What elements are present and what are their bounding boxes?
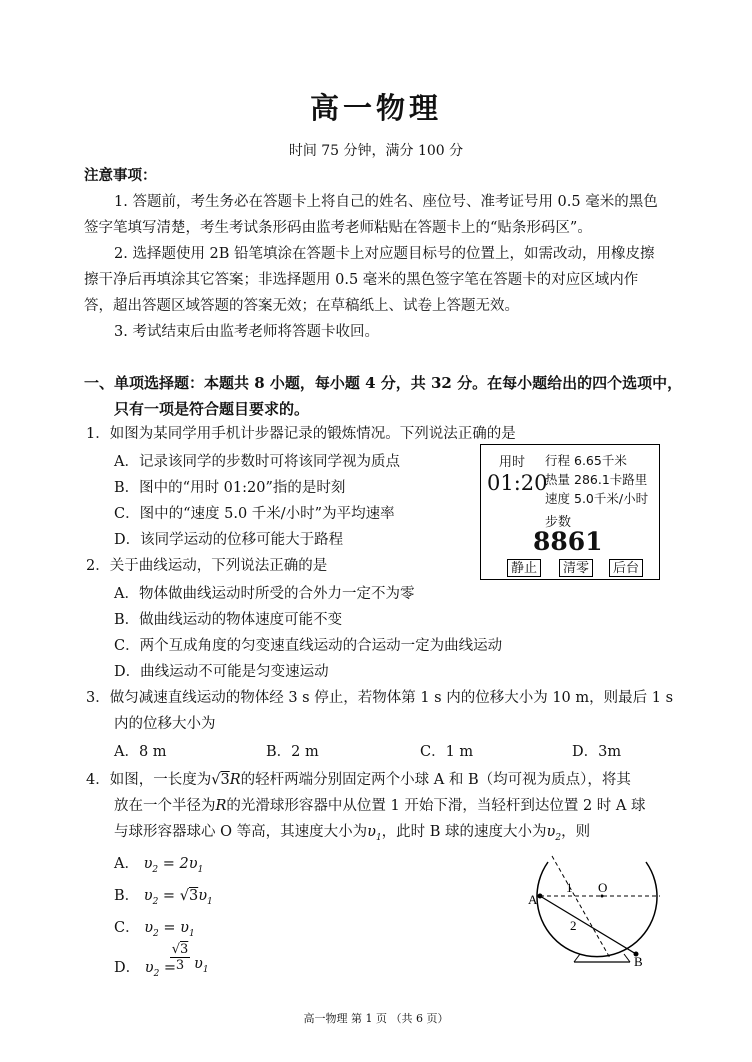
option: C． $\upsilon_2 = \upsilon_1$ xyxy=(114,920,195,939)
option: A． $\upsilon_2 = 2\upsilon_1$ xyxy=(114,856,204,875)
pedometer-figure xyxy=(480,444,660,580)
note-line: 签字笔填写清楚，考生考试条形码由监考老师粘贴在答题卡上的“贴条形码区”。 xyxy=(84,220,592,236)
option: A．物体做曲线运动时所受的合外力一定不为零 xyxy=(114,586,415,602)
section-heading: 一、单项选择题：本题共 8 小题，每小题 4 分，共 32 分。在每小题给出的四个选项中， xyxy=(84,374,683,392)
clear-button: 清零 xyxy=(559,559,593,577)
page-title: 高一物理 xyxy=(309,91,442,125)
steps-label: 步数 xyxy=(545,515,572,530)
option: D．该同学运动的位移可能大于路程 xyxy=(114,532,344,548)
note-line: 2. 选择题使用 2B 铅笔填涂在答题卡上对应题目标号的位置上，如需改动，用橡皮擦 xyxy=(114,246,655,262)
distance-label: 行程 xyxy=(545,453,571,468)
option-formula: $\upsilon_2 = \upsilon_1$ xyxy=(139,920,195,939)
sqrt3R-formula: √3R xyxy=(211,772,241,788)
rod-position-2 xyxy=(540,896,636,954)
ball-a xyxy=(538,894,543,899)
stand-leg xyxy=(624,954,630,962)
question-stem: 1．如图为某同学用手机计步器记录的锻炼情况。下列说法正确的是 xyxy=(86,426,516,442)
sphere-container-figure xyxy=(522,850,662,970)
ball-a-label: A xyxy=(528,892,538,907)
container-outline xyxy=(537,862,657,957)
question-stem: 2．关于曲线运动，下列说法正确的是 xyxy=(86,558,328,574)
position-1-label: 1 xyxy=(566,880,573,895)
option: B．做曲线运动的物体速度可能不变 xyxy=(114,612,343,628)
note-line: 擦干净后再填涂其它答案；非选择题用 0.5 毫米的黑色签字笔在答题卡的对应区域内作 xyxy=(84,272,639,288)
option-formula: $\upsilon_2$ = xyxy=(140,960,177,979)
option: D．3m xyxy=(572,744,622,760)
time-label: 用时 xyxy=(499,455,526,470)
v1-symbol: $\upsilon_1$ xyxy=(367,824,382,843)
position-2-label: 2 xyxy=(570,918,577,933)
option-formula: $\upsilon_2 = √3\upsilon_1$ xyxy=(139,888,213,907)
time-value: 01:20 xyxy=(487,471,548,495)
note-line: 1. 答题前，考生务必在答题卡上将自己的姓名、座位号、准考证号用 0.5 毫米的黑色 xyxy=(114,194,658,210)
heat-value: 286.1卡路里 xyxy=(574,472,648,487)
option: A．记录该同学的步数时可将该同学视为质点 xyxy=(114,454,400,470)
option: C．1 m xyxy=(420,744,474,760)
steps-value: 8861 xyxy=(533,527,603,556)
question-stem: 放在一个半径为R的光滑球形容器中从位置 1 开始下滑，当轻杆到达位置 2 时 A 球 xyxy=(114,798,646,814)
question-stem: 内的位移大小为 xyxy=(114,716,216,732)
page-footer: 高一物理 第 1 页 （共 6 页） xyxy=(303,1012,449,1025)
question-stem: 3．做匀减速直线运动的物体经 3 s 停止，若物体第 1 s 内的位移大小为 10 m，则最后 1 s xyxy=(86,690,674,706)
speed-label: 速度 xyxy=(545,491,571,506)
heat-label: 热量 xyxy=(545,472,571,487)
exam-info: 时间 75 分钟，满分 100 分 xyxy=(288,143,464,159)
fraction-sqrt3-over-3: √3 3 xyxy=(171,942,189,973)
note-line: 3. 考试结束后由监考老师将答题卡收回。 xyxy=(114,324,379,340)
option: D．曲线运动不可能是匀变速运动 xyxy=(114,664,329,680)
option: B．图中的“用时 01:20”指的是时刻 xyxy=(114,480,346,496)
option: C．图中的“速度 5.0 千米/小时”为平均速率 xyxy=(114,506,395,522)
distance-value: 6.65千米 xyxy=(574,453,627,468)
speed-value: 5.0千米/小时 xyxy=(574,491,649,506)
question-stem: 4．如图，一长度为√3R的轻杆两端分别固定两个小球 A 和 B（均可视为质点），将其 xyxy=(86,772,631,788)
ball-b-label: B xyxy=(634,954,643,969)
option: A．8 m xyxy=(114,744,167,760)
stop-button: 静止 xyxy=(507,559,541,577)
option-formula: $\upsilon_1$ xyxy=(194,956,209,975)
option: B． $\upsilon_2 = √3\upsilon_1$ xyxy=(114,888,213,907)
background-button: 后台 xyxy=(609,559,643,577)
rod-position-1 xyxy=(552,856,610,958)
option: C．两个互成角度的匀变速直线运动的合运动一定为曲线运动 xyxy=(114,638,503,654)
option: B．2 m xyxy=(266,744,319,760)
center-o-label: O xyxy=(598,880,608,895)
v2-symbol: $\upsilon_2$ xyxy=(546,824,562,843)
note-line: 答，超出答题区域答题的答案无效；在草稿纸上、试卷上答题无效。 xyxy=(84,298,519,314)
section-heading: 只有一项是符合题目要求的。 xyxy=(114,400,310,418)
notes-heading: 注意事项： xyxy=(84,167,157,184)
option: D． $\upsilon_2$ = xyxy=(114,960,177,979)
option-formula: $\upsilon_2 = 2\upsilon_1$ xyxy=(138,856,204,875)
question-stem: 与球形容器球心 O 等高，其速度大小为$\upsilon_1$，此时 B 球的速度大小为$\upsilon_2$，则 xyxy=(114,824,591,843)
stand-leg xyxy=(574,954,580,962)
